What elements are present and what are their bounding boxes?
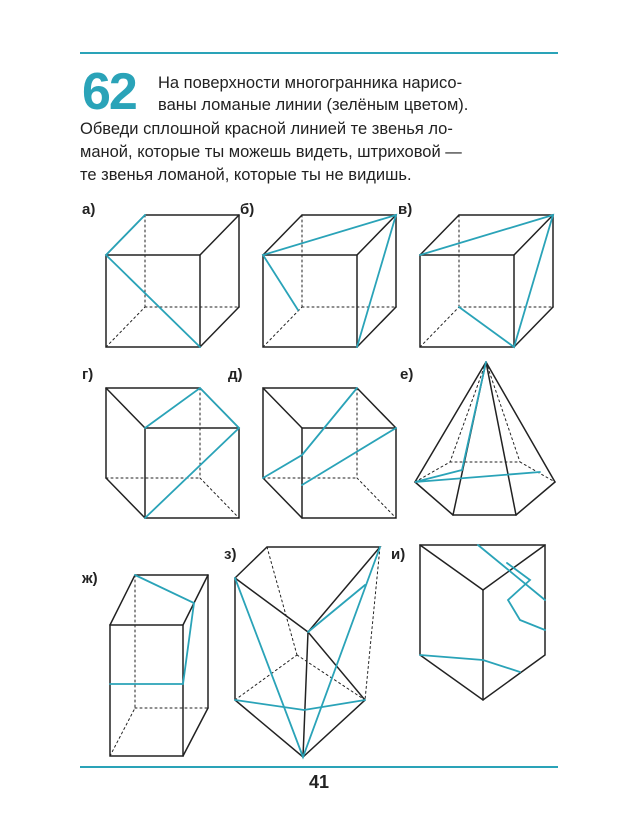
figure-label-e: е) bbox=[400, 366, 414, 383]
page-number: 41 bbox=[308, 772, 330, 792]
figure-label-zh: ж) bbox=[82, 570, 98, 587]
figure-label-a: а) bbox=[82, 201, 96, 218]
problem-text-line-3: Обведи сплошной красной линией те звенья ло- bbox=[80, 120, 453, 138]
figure-label-z: з) bbox=[224, 546, 237, 563]
figure-a-cube bbox=[106, 215, 239, 347]
problem-text-line-1: На поверхности многогранника нарисо- bbox=[158, 74, 463, 92]
figure-g-cube bbox=[106, 388, 239, 518]
figure-label-i: и) bbox=[391, 546, 406, 563]
figure-label-v: в) bbox=[398, 201, 413, 218]
figure-zh-prism bbox=[110, 575, 208, 756]
figure-label-d: д) bbox=[228, 366, 243, 383]
problem-text-line-5: те звенья ломаной, которые ты не видишь. bbox=[80, 166, 412, 184]
problem-number: 62 bbox=[82, 63, 136, 121]
figure-v-cube bbox=[420, 215, 553, 347]
figure-b-cube bbox=[263, 215, 396, 347]
bottom-rule bbox=[80, 766, 558, 768]
figure-e-pyramid bbox=[415, 362, 555, 515]
figure-i-prism bbox=[420, 545, 545, 700]
problem-text-line-2: ваны ломаные линии (зелёным цветом). bbox=[158, 96, 469, 114]
figure-label-g: г) bbox=[82, 366, 94, 383]
figure-d-cube bbox=[263, 388, 396, 518]
figure-z-prism bbox=[235, 547, 380, 757]
problem-text-line-4: маной, которые ты можешь видеть, штриховой — bbox=[80, 143, 462, 161]
figure-label-b: б) bbox=[240, 201, 255, 218]
